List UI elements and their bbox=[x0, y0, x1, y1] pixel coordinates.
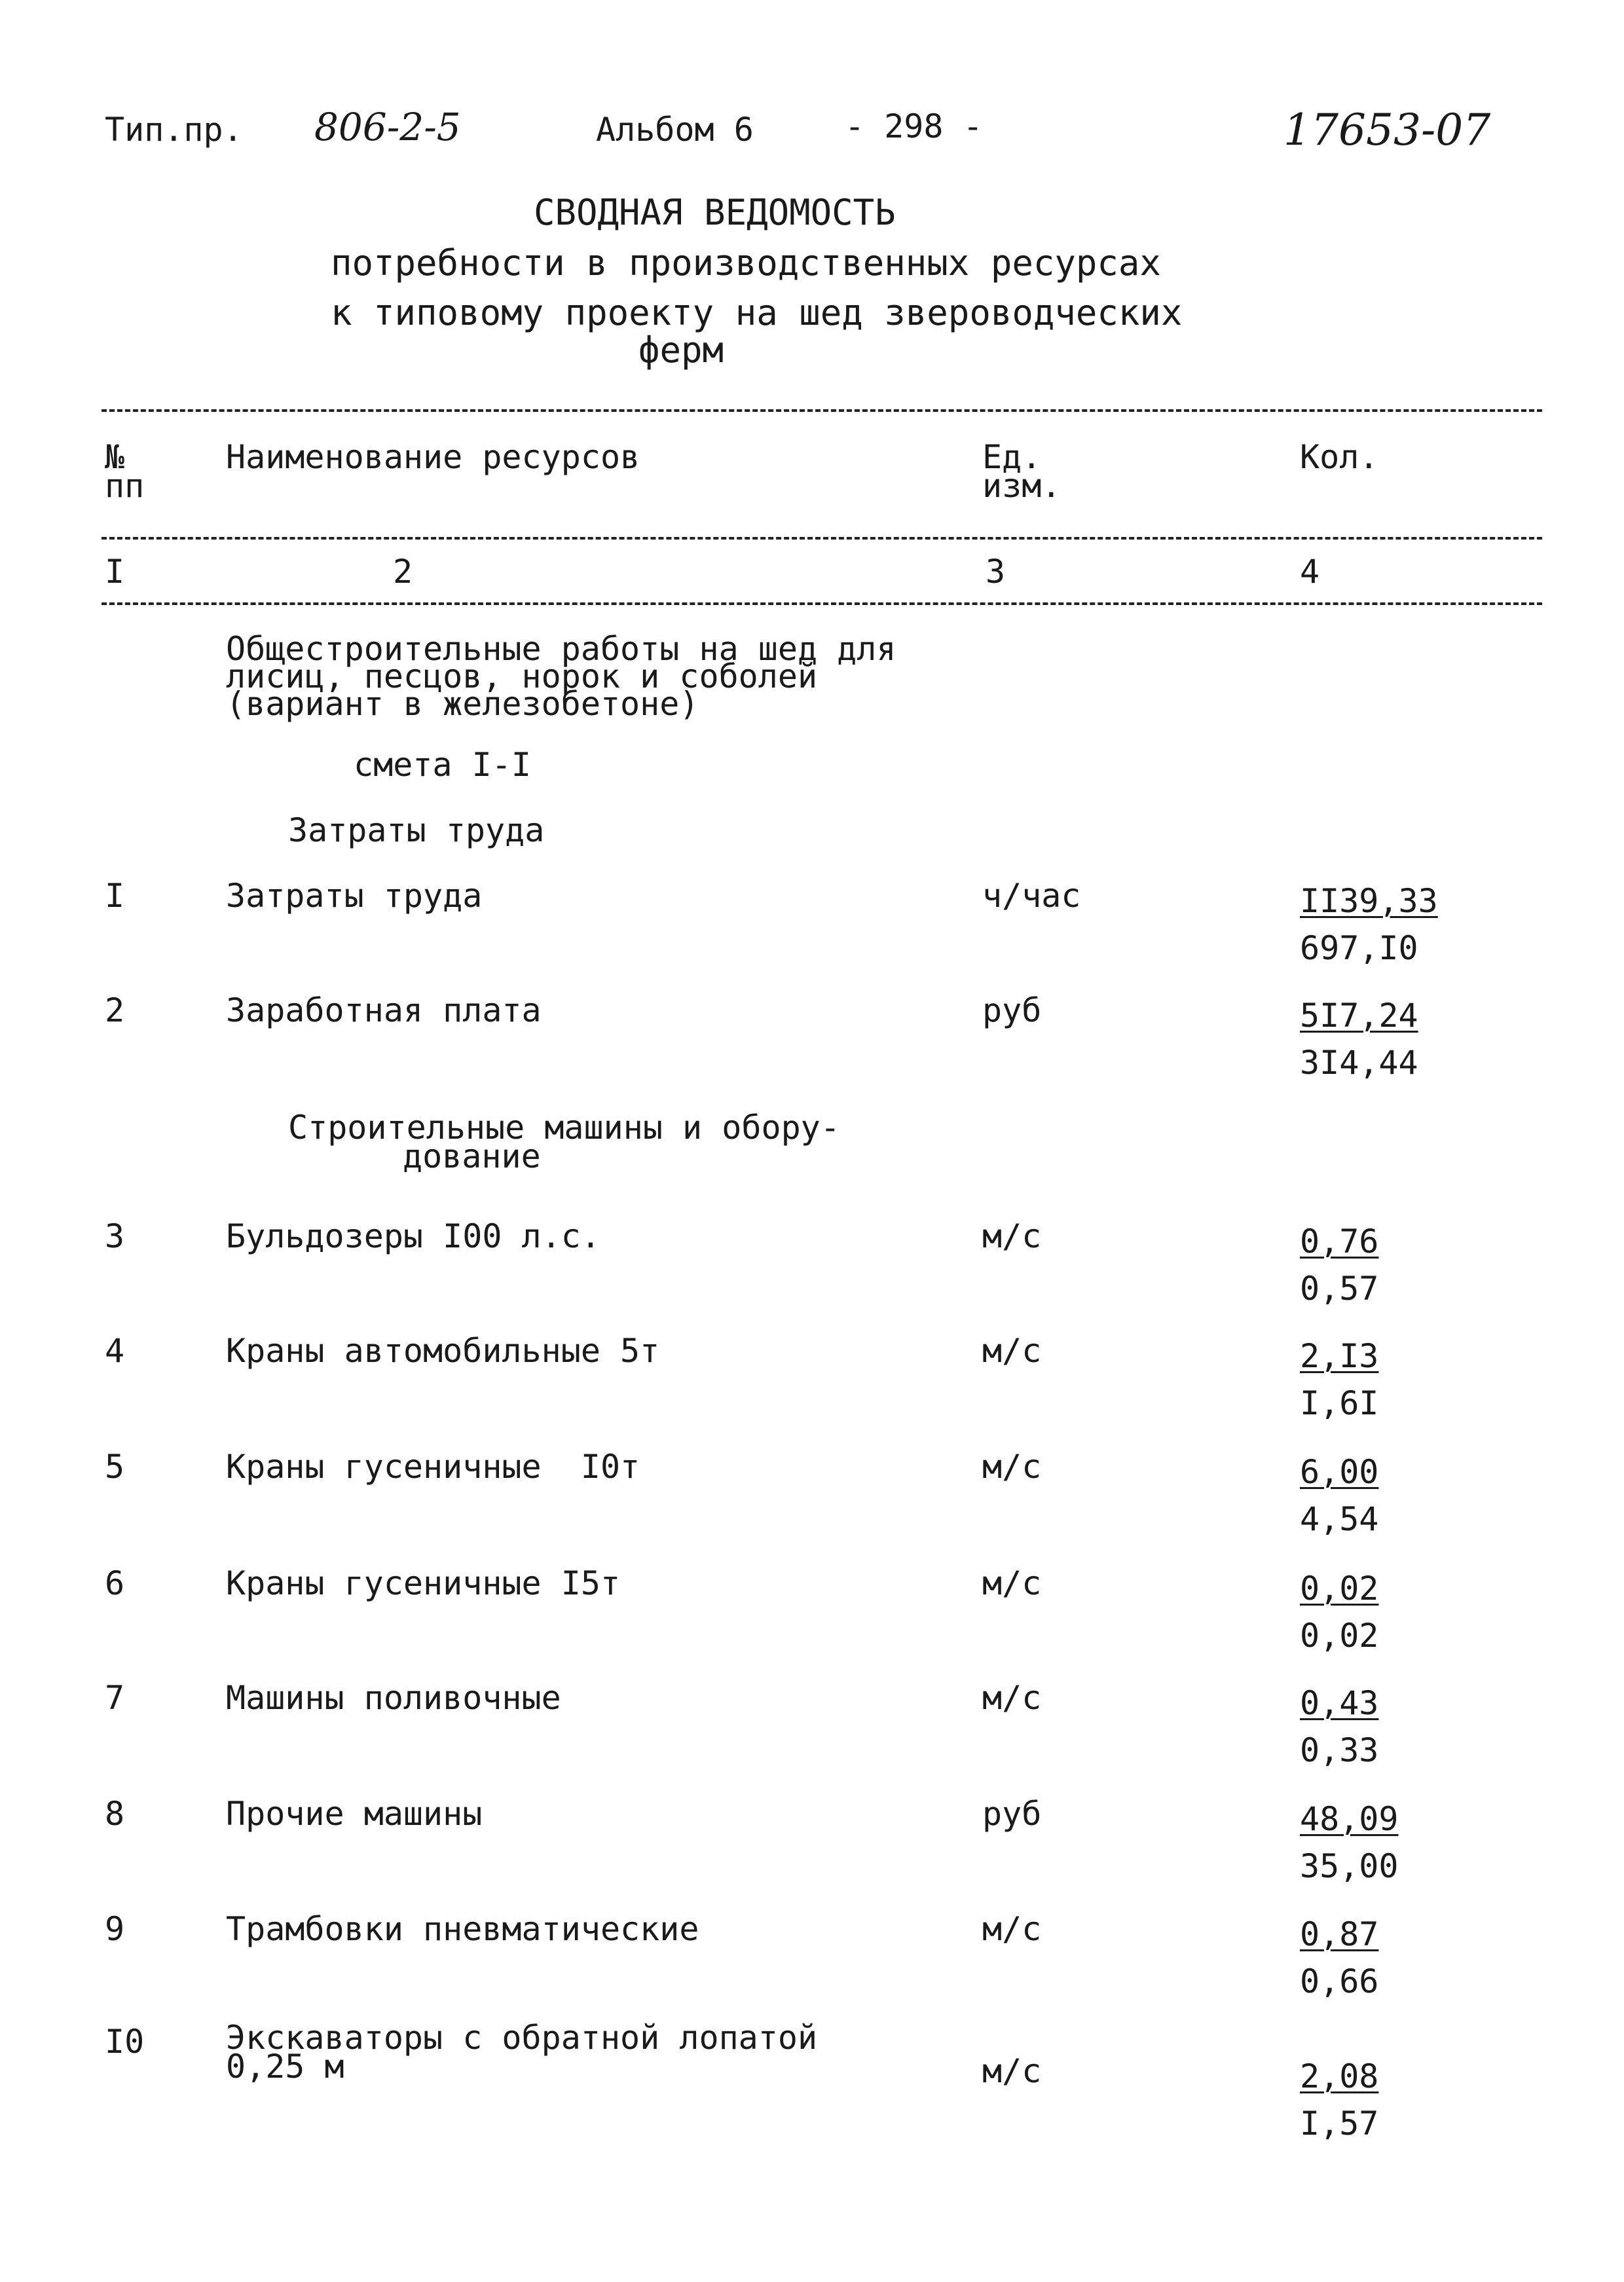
col-header-num-line1: № bbox=[105, 438, 125, 476]
row-3-name: Бульдозеры I00 л.с. bbox=[226, 1217, 600, 1255]
row-9-qty bbox=[1300, 1911, 1378, 2005]
row-10-qty-part: I,57 bbox=[1300, 2105, 1379, 2143]
row-4-qty-total: 2,I3 bbox=[1300, 1337, 1379, 1375]
row-6-qty-total: 0,02 bbox=[1300, 1570, 1379, 1608]
group-machines-heading bbox=[288, 1109, 840, 1175]
row-9-num: 9 bbox=[105, 1910, 125, 1948]
title-line-4: ферм bbox=[638, 329, 724, 371]
row-5-qty bbox=[1300, 1448, 1378, 1543]
col-index-3: 3 bbox=[986, 553, 1006, 591]
row-8-qty-total: 48,09 bbox=[1300, 1800, 1399, 1838]
row-4-name: Краны автомобильные 5т bbox=[226, 1332, 660, 1370]
row-9-qty-total: 0,87 bbox=[1300, 1915, 1379, 1953]
section-heading-line3: (вариант в железобетоне) bbox=[226, 685, 699, 723]
row-10-qty bbox=[1300, 2053, 1378, 2147]
row-9-qty-part: 0,66 bbox=[1300, 1962, 1379, 2000]
row-8-name: Прочие машины bbox=[226, 1795, 483, 1833]
row-10-unit: м/с bbox=[982, 2052, 1042, 2090]
row-3-qty-part: 0,57 bbox=[1300, 1270, 1379, 1308]
col-header-qty: Кол. bbox=[1300, 438, 1379, 476]
row-4-unit: м/с bbox=[982, 1332, 1042, 1370]
row-5-qty-part: 4,54 bbox=[1300, 1500, 1379, 1538]
row-9-name: Трамбовки пневматические bbox=[226, 1910, 699, 1948]
row-3-unit: м/с bbox=[982, 1217, 1042, 1255]
title-line-3: к типовому проекту на шед звероводческих bbox=[331, 292, 1183, 333]
row-3-qty bbox=[1300, 1218, 1378, 1312]
row-3-num: 3 bbox=[105, 1217, 125, 1255]
row-5-qty-total: 6,00 bbox=[1300, 1453, 1379, 1491]
row-1-unit: ч/час bbox=[982, 877, 1081, 915]
col-header-unit bbox=[982, 439, 1061, 504]
row-2-qty-part: 3I4,44 bbox=[1300, 1044, 1418, 1082]
row-3-qty-total: 0,76 bbox=[1300, 1223, 1379, 1261]
row-7-name: Машины поливочные bbox=[226, 1679, 561, 1717]
row-1-num: I bbox=[105, 877, 125, 915]
document-code: 17653-07 bbox=[1283, 105, 1491, 155]
group-machines-line1: Строительные машины и обору- bbox=[288, 1109, 840, 1147]
row-10-num: I0 bbox=[105, 2023, 145, 2061]
col-index-2: 2 bbox=[393, 553, 413, 591]
row-2-qty bbox=[1300, 992, 1418, 1086]
row-9-unit: м/с bbox=[982, 1910, 1042, 1948]
title-line-2: потребности в производственных ресурсах bbox=[331, 242, 1161, 284]
section-heading-line2: лисиц, песцов, норок и соболей bbox=[226, 657, 818, 695]
row-1-name: Затраты труда bbox=[226, 877, 483, 915]
row-4-num: 4 bbox=[105, 1332, 125, 1370]
doc-type-label: Тип.пр. bbox=[105, 111, 243, 149]
row-8-qty bbox=[1300, 1795, 1399, 1890]
project-code: 806-2-5 bbox=[314, 105, 461, 149]
row-8-unit: руб bbox=[982, 1795, 1042, 1833]
row-7-qty-total: 0,43 bbox=[1300, 1684, 1379, 1722]
row-2-name: Заработная плата bbox=[226, 991, 542, 1029]
row-1-qty-total: II39,33 bbox=[1300, 882, 1438, 920]
row-7-qty-part: 0,33 bbox=[1300, 1731, 1379, 1769]
row-10-qty-total: 2,08 bbox=[1300, 2057, 1379, 2095]
row-2-num: 2 bbox=[105, 991, 125, 1029]
table-top-rule bbox=[101, 409, 1542, 412]
row-8-num: 8 bbox=[105, 1795, 125, 1833]
index-rule bbox=[101, 602, 1542, 605]
header-rule bbox=[101, 537, 1542, 540]
row-2-unit: руб bbox=[982, 991, 1042, 1029]
row-2-qty-total: 5I7,24 bbox=[1300, 997, 1418, 1035]
title-main: СВОДНАЯ ВЕДОМОСТЬ bbox=[534, 192, 896, 233]
row-6-qty-part: 0,02 bbox=[1300, 1617, 1379, 1655]
album-label: Альбом 6 bbox=[596, 111, 754, 149]
col-index-4: 4 bbox=[1300, 553, 1320, 591]
col-header-unit-line2: изм. bbox=[982, 467, 1061, 505]
col-header-num-line2: пп bbox=[105, 467, 145, 505]
estimate-label: смета I-I bbox=[354, 746, 531, 784]
section-heading-line1: Общестроительные работы на шед для bbox=[226, 630, 896, 668]
col-index-1: I bbox=[105, 553, 125, 591]
row-8-qty-part: 35,00 bbox=[1300, 1847, 1399, 1885]
group-labor-heading: Затраты труда bbox=[288, 811, 545, 849]
page-number: - 298 - bbox=[845, 107, 983, 145]
row-6-qty bbox=[1300, 1565, 1378, 1659]
col-header-num bbox=[105, 439, 144, 504]
col-header-unit-line1: Ед. bbox=[982, 438, 1042, 476]
row-5-name: Краны гусеничные I0т bbox=[226, 1448, 640, 1486]
row-1-qty bbox=[1300, 877, 1438, 972]
row-6-unit: м/с bbox=[982, 1564, 1042, 1602]
row-7-num: 7 bbox=[105, 1679, 125, 1717]
row-5-unit: м/с bbox=[982, 1448, 1042, 1486]
row-6-name: Краны гусеничные I5т bbox=[226, 1564, 621, 1602]
row-4-qty bbox=[1300, 1333, 1378, 1427]
row-7-qty bbox=[1300, 1680, 1378, 1774]
row-7-unit: м/с bbox=[982, 1679, 1042, 1717]
row-6-num: 6 bbox=[105, 1564, 125, 1602]
group-machines-line2: дование bbox=[403, 1137, 541, 1175]
row-10-name-line1: Экскаваторы с обратной лопатой bbox=[226, 2019, 818, 2057]
row-4-qty-part: I,6I bbox=[1300, 1384, 1379, 1422]
row-10-name bbox=[226, 2019, 818, 2086]
row-10-name-line2: 0,25 м bbox=[226, 2048, 344, 2086]
col-header-name: Наименование ресурсов bbox=[226, 438, 640, 476]
section-heading bbox=[226, 630, 896, 723]
row-5-num: 5 bbox=[105, 1448, 125, 1486]
row-1-qty-part: 697,I0 bbox=[1300, 929, 1418, 967]
